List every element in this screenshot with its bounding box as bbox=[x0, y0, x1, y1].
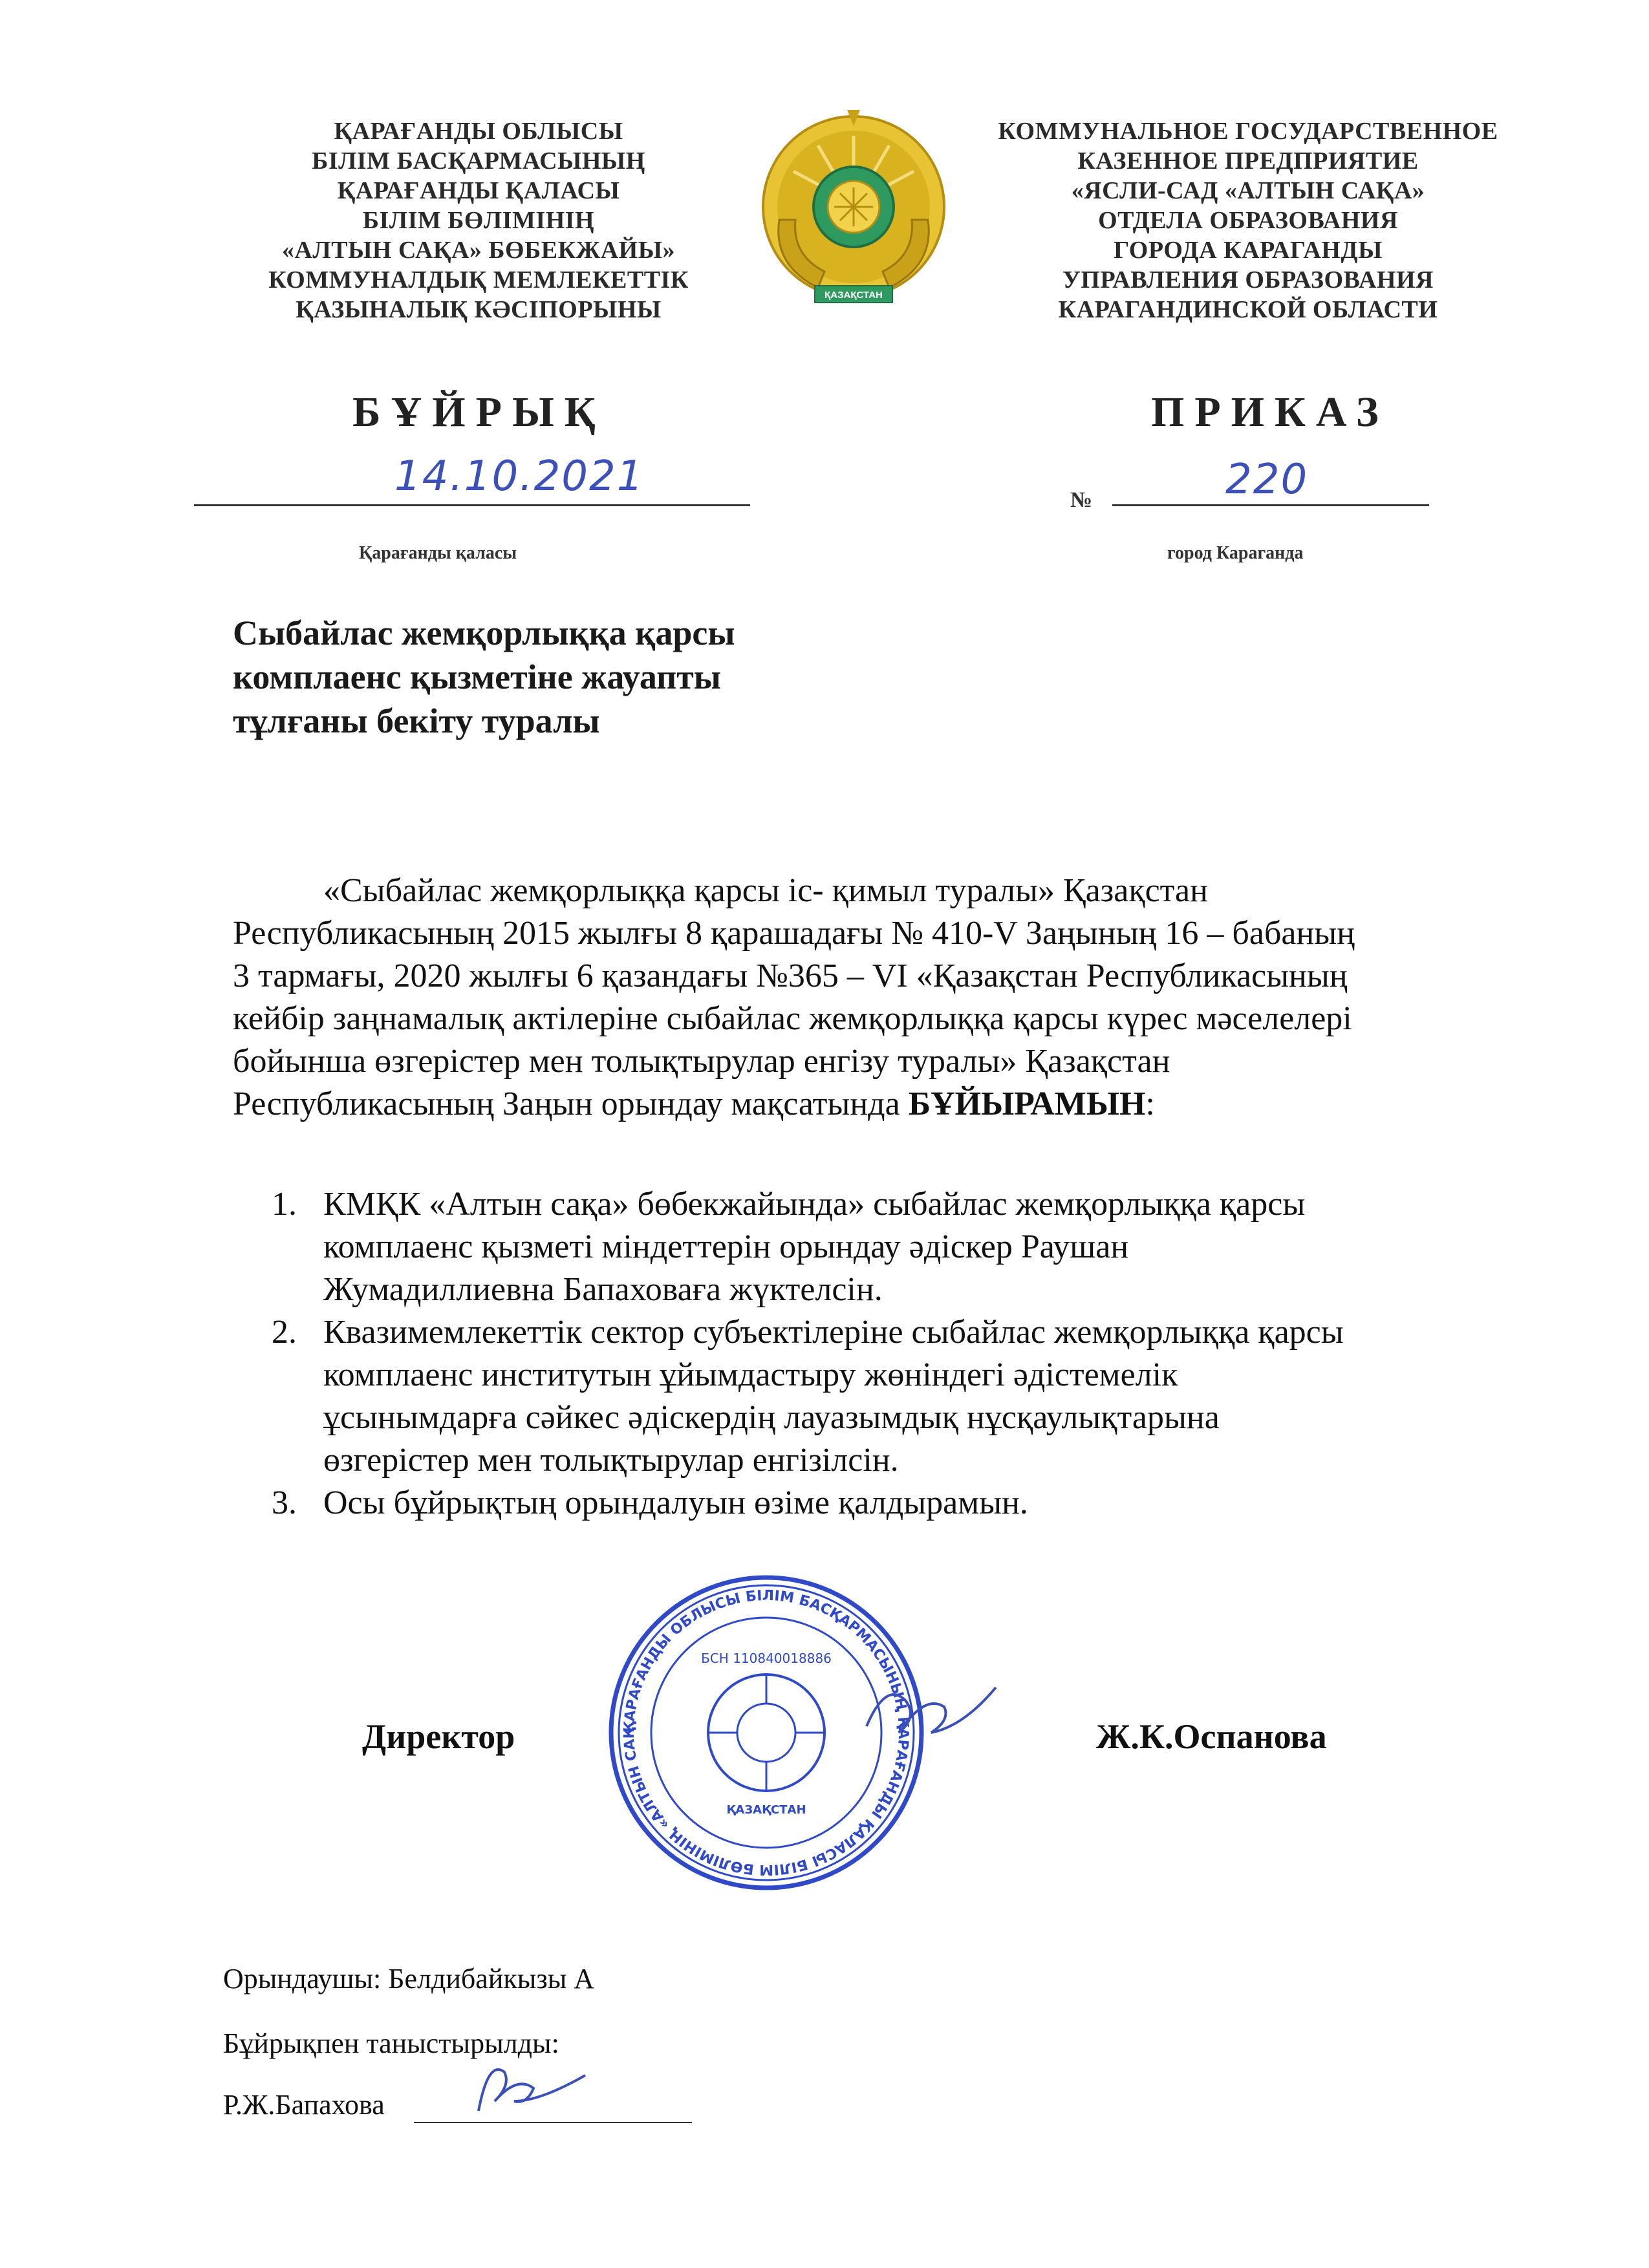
stamp-outer-text: ҚАРАҒАНДЫ ОБЛЫСЫ БІЛІМ БАСҚАРМАСЫНЫҢ ҚАРАҒАНДЫ ҚАЛАСЫ БІЛІМ БӨЛІМІНІҢ «АЛТЫН САҚ bbox=[621, 1587, 912, 1878]
city-russian: город Караганда bbox=[1167, 543, 1304, 563]
city-kazakh: Қарағанды қаласы bbox=[359, 543, 517, 563]
header-right-line: КАРАГАНДИНСКОЙ ОБЛАСТИ bbox=[1058, 296, 1438, 323]
header-right-line: ОТДЕЛА ОБРАЗОВАНИЯ bbox=[1098, 207, 1398, 234]
stamp-bin: БСН 110840018886 bbox=[701, 1651, 832, 1666]
handwritten-date: 14.10.2021 bbox=[394, 453, 645, 500]
header-right bbox=[964, 116, 1533, 325]
item-line: Жумадиллиевна Бапаховаға жүктелсін. bbox=[323, 1271, 883, 1308]
acquainted-person: Р.Ж.Бапахова bbox=[223, 2089, 385, 2121]
executor-note: Орындаушы: Белдибайкызы А bbox=[223, 1963, 595, 1995]
preamble bbox=[233, 870, 1429, 1126]
preamble-line: 3 тармағы, 2020 жылғы 6 қазандағы №365 – VI «Қазақстан Республикасының bbox=[233, 957, 1348, 994]
header-left-line: БІЛІМ БӨЛІМІНІҢ bbox=[362, 207, 595, 234]
order-colon: : bbox=[1145, 1086, 1155, 1122]
item-line: комплаенс институтын ұйымдастыру жөніндегі әдістемелік bbox=[323, 1356, 1178, 1393]
item-line: Квазимемлекеттік сектор субъектілеріне сыбайлас жемқорлыққа қарсы bbox=[323, 1314, 1344, 1351]
header-left-line: ҚАРАҒАНДЫ ОБЛЫСЫ bbox=[334, 118, 623, 145]
director-signature-icon bbox=[860, 1668, 1002, 1759]
number-label: № bbox=[1070, 488, 1093, 512]
title-kazakh: БҰЙРЫҚ bbox=[352, 389, 606, 436]
list-item bbox=[233, 1482, 1429, 1524]
header-right-line: ГОРОДА КАРАГАНДЫ bbox=[1114, 237, 1383, 264]
preamble-line: «Сыбайлас жемқорлыққа қарсы іс- қимыл туралы» Қазақстан bbox=[323, 872, 1208, 909]
subject-line: тұлғаны бекіту туралы bbox=[233, 701, 600, 740]
state-emblem-icon bbox=[753, 110, 954, 317]
item-number: 3. bbox=[272, 1484, 297, 1521]
subject-line: Сыбайлас жемқорлыққа қарсы bbox=[233, 614, 735, 652]
header-left-line: ҚАРАҒАНДЫ ҚАЛАСЫ bbox=[337, 177, 620, 204]
item-line: Осы бұйрықтың орындалуын өзіме қалдырамын. bbox=[323, 1484, 1028, 1521]
header-right-line: КАЗЕННОЕ ПРЕДПРИЯТИЕ bbox=[1077, 147, 1419, 175]
stamp-center-text: ҚАЗАҚСТАН bbox=[726, 1803, 806, 1817]
preamble-line: кейбір заңнамалық актілеріне сыбайлас жемқорлыққа қарсы күрес мәселелері bbox=[233, 1000, 1352, 1037]
emblem-banner-text: ҚАЗАҚСТАН bbox=[824, 290, 883, 301]
header-left-line: ҚАЗЫНАЛЫҚ КӘСІПОРЫНЫ bbox=[296, 296, 662, 323]
director-title: Директор bbox=[362, 1717, 515, 1756]
preamble-line: Республикасының 2015 жылғы 8 қарашадағы № 410-V Заңының 16 – бабаның bbox=[233, 915, 1355, 952]
acquainted-note: Бұйрықпен таныстырылды: bbox=[223, 2027, 559, 2059]
header-left-line: БІЛІМ БАСҚАРМАСЫНЫҢ bbox=[312, 147, 645, 175]
list-item bbox=[233, 1311, 1429, 1482]
number-line bbox=[1112, 504, 1429, 506]
item-line: комплаенс қызметі міндеттерін орындау әдіскер Раушан bbox=[323, 1228, 1129, 1265]
item-line: КМҚК «Алтын сақа» бөбекжайында» сыбайлас жемқорлыққа қарсы bbox=[323, 1186, 1306, 1223]
preamble-last-line bbox=[233, 1083, 1429, 1126]
order-word: БҰЙЫРАМЫН bbox=[908, 1086, 1146, 1122]
list-item bbox=[233, 1183, 1429, 1311]
handwritten-number: 220 bbox=[1225, 456, 1309, 504]
order-items bbox=[233, 1183, 1429, 1524]
header-right-line: КОММУНАЛЬНОЕ ГОСУДАРСТВЕННОЕ bbox=[998, 118, 1498, 145]
subject-line: комплаенс қызметіне жауапты bbox=[233, 658, 721, 696]
header-right-line: УПРАВЛЕНИЯ ОБРАЗОВАНИЯ bbox=[1062, 266, 1434, 294]
title-russian: ПРИКАЗ bbox=[1151, 389, 1389, 436]
acquaintance-signature-icon bbox=[466, 2046, 608, 2130]
item-number: 1. bbox=[272, 1186, 297, 1223]
director-name: Ж.К.Оспанова bbox=[1096, 1717, 1327, 1756]
order-subject bbox=[233, 611, 879, 743]
item-number: 2. bbox=[272, 1314, 297, 1351]
preamble-line: бойынша өзгерістер мен толықтырулар енгізу туралы» Қазақстан bbox=[233, 1043, 1170, 1080]
date-line bbox=[194, 504, 750, 506]
preamble-line: Республикасының Заңын орындау мақсатында bbox=[233, 1086, 900, 1122]
item-line: ұсынымдарға сәйкес әдіскердің лауазымдық нұсқаулықтарына bbox=[323, 1399, 1220, 1436]
item-line: өзгерістер мен толықтырулар енгізілсін. bbox=[323, 1442, 899, 1479]
header-left-line: «АЛТЫН САҚА» БӨБЕКЖАЙЫ» bbox=[281, 237, 676, 264]
header-right-line: «ЯСЛИ-САД «АЛТЫН САҚА» bbox=[1071, 177, 1425, 204]
header-left-line: КОММУНАЛДЫҚ МЕМЛЕКЕТТІК bbox=[268, 266, 689, 294]
header-left bbox=[213, 116, 744, 325]
